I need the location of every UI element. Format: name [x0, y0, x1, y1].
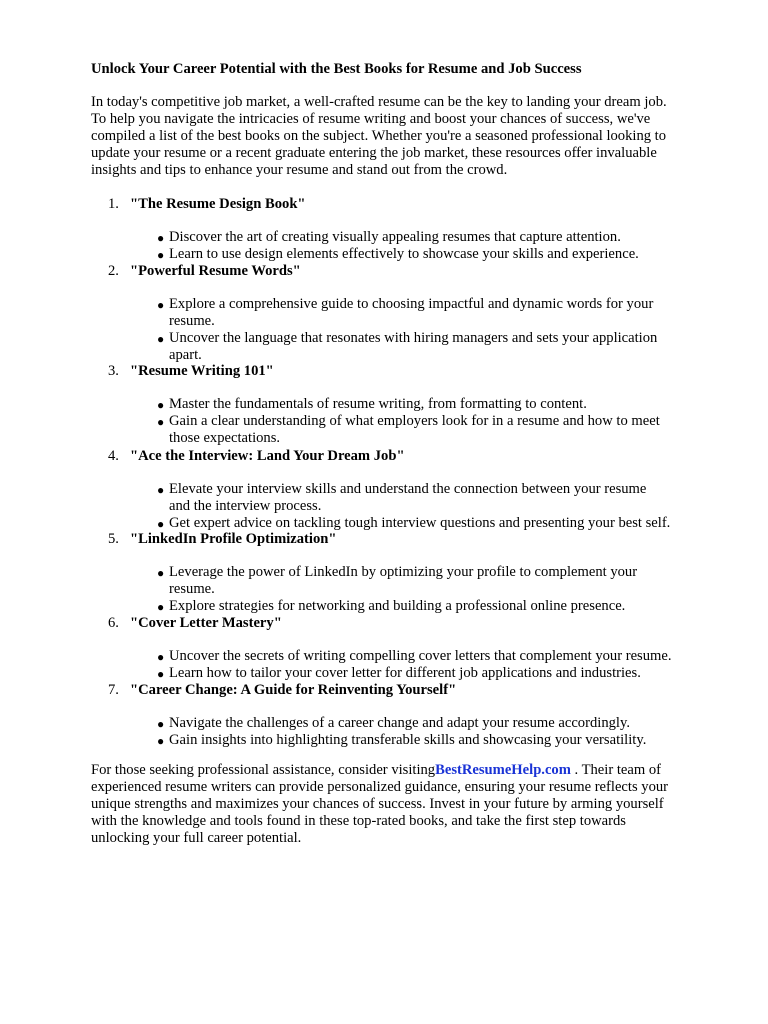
intro-line: In today's competitive job market, a well-crafted resume can be the key to landing your dream job.	[91, 94, 667, 110]
intro-line: To help you navigate the intricacies of resume writing and boost your chances of success, we've	[91, 111, 651, 127]
closing-line: unique strengths and maximizes your chances of success. Invest in your future by arming yourself	[91, 796, 664, 812]
list-item-number: 3.	[108, 363, 119, 379]
book-title: "LinkedIn Profile Optimization"	[130, 531, 337, 547]
book-title: "Ace the Interview: Land Your Dream Job"	[130, 448, 405, 464]
bullet-dot-icon: ●	[157, 231, 165, 245]
closing-text: . Their team of	[570, 762, 661, 778]
bullet-text: and the interview process.	[169, 498, 322, 514]
list-item-number: 2.	[108, 263, 119, 279]
book-title: "Cover Letter Mastery"	[130, 615, 282, 631]
intro-paragraph	[91, 94, 716, 179]
bullet-dot-icon: ●	[157, 600, 165, 614]
intro-line: update your resume or a recent graduate entering the job market, these resources offer invaluable	[91, 145, 657, 161]
book-title: "Career Change: A Guide for Reinventing Yourself"	[130, 682, 457, 698]
intro-line: compiled a list of the best books on the subject. Whether you're a seasoned professional looking to	[91, 128, 667, 144]
bullet-dot-icon: ●	[157, 398, 165, 412]
bullet-text: Uncover the language that resonates with hiring managers and sets your application	[169, 330, 658, 346]
bullet-text: resume.	[169, 313, 215, 329]
closing-text: For those seeking professional assistance, consider visiting	[91, 762, 436, 778]
bullet-dot-icon: ●	[157, 734, 165, 748]
closing-line: with the knowledge and tools found in these top-rated books, and take the first step towards	[91, 813, 626, 829]
bullet-dot-icon: ●	[157, 483, 165, 497]
best-resume-help-link[interactable]: BestResumeHelp.com	[435, 762, 571, 778]
bullet-text: Master the fundamentals of resume writing, from formatting to content.	[169, 396, 587, 412]
bullet-text: Learn how to tailor your cover letter for different job applications and industries.	[169, 665, 641, 681]
closing-line: unlocking your full career potential.	[91, 830, 302, 846]
list-item-number: 1.	[108, 196, 119, 212]
list-item-number: 6.	[108, 615, 119, 631]
list-item-number: 4.	[108, 448, 119, 464]
bullet-text: Leverage the power of LinkedIn by optimizing your profile to complement your	[169, 564, 638, 580]
list-item-number: 5.	[108, 531, 119, 547]
bullet-text: Get expert advice on tackling tough interview questions and presenting your best self.	[169, 515, 671, 531]
bullet-text: resume.	[169, 581, 215, 597]
bullet-text: apart.	[169, 347, 202, 363]
bullet-text: Navigate the challenges of a career change and adapt your resume accordingly.	[169, 715, 630, 731]
list-item-number: 7.	[108, 682, 119, 698]
bullet-text: Discover the art of creating visually appealing resumes that capture attention.	[169, 229, 621, 245]
bullet-dot-icon: ●	[157, 248, 165, 262]
closing-line	[91, 762, 716, 779]
bullet-dot-icon: ●	[157, 332, 165, 346]
closing-line: experienced resume writers can provide personalized guidance, ensuring your resume reflects your	[91, 779, 669, 795]
book-title: "The Resume Design Book"	[130, 196, 306, 212]
page-title: Unlock Your Career Potential with the Best Books for Resume and Job Success	[91, 61, 582, 77]
bullet-dot-icon: ●	[157, 298, 165, 312]
bullet-text: Explore a comprehensive guide to choosing impactful and dynamic words for your	[169, 296, 654, 312]
bullet-text: Explore strategies for networking and building a professional online presence.	[169, 598, 626, 614]
bullet-dot-icon: ●	[157, 717, 165, 731]
bullet-dot-icon: ●	[157, 517, 165, 531]
bullet-dot-icon: ●	[157, 415, 165, 429]
bullet-text: Learn to use design elements effectively to showcase your skills and experience.	[169, 246, 639, 262]
intro-line: insights and tips to enhance your resume and stand out from the crowd.	[91, 162, 508, 178]
bullet-text: Gain a clear understanding of what employers look for in a resume and how to meet	[169, 413, 660, 429]
book-title: "Powerful Resume Words"	[130, 263, 301, 279]
bullet-dot-icon: ●	[157, 566, 165, 580]
closing-paragraph	[91, 762, 716, 847]
bullet-dot-icon: ●	[157, 650, 165, 664]
bullet-dot-icon: ●	[157, 667, 165, 681]
bullet-text: Uncover the secrets of writing compelling cover letters that complement your resume.	[169, 648, 672, 664]
bullet-text: Gain insights into highlighting transferable skills and showcasing your versatility.	[169, 732, 647, 748]
bullet-text: Elevate your interview skills and understand the connection between your resume	[169, 481, 647, 497]
bullet-text: those expectations.	[169, 430, 281, 446]
book-title: "Resume Writing 101"	[130, 363, 274, 379]
